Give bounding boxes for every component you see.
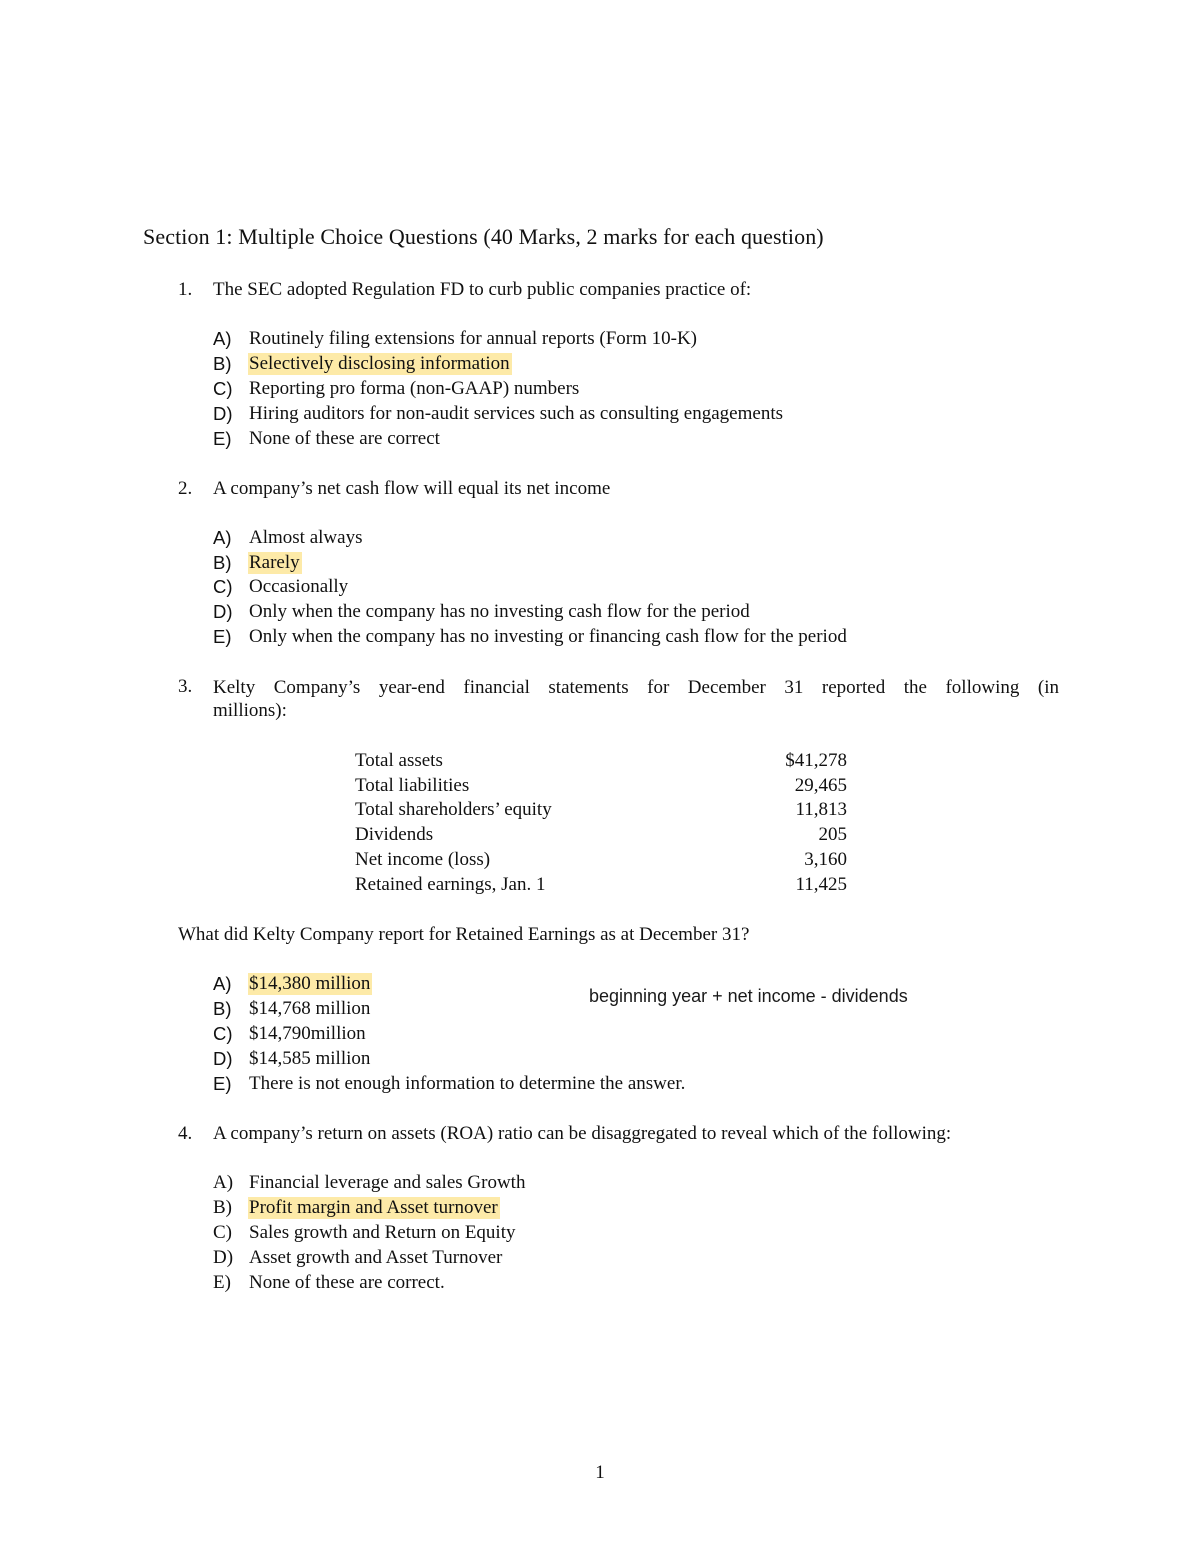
option-letter: D) (213, 403, 233, 424)
question-text: A company’s return on assets (ROA) ratio can be disaggregated to reveal which of the following: (213, 1123, 952, 1144)
table-row-label: Total assets (355, 750, 443, 771)
option-text: $14,768 million (249, 998, 371, 1019)
option-text: Hiring auditors for non-audit services such as consulting engagements (249, 403, 783, 424)
question-text: The SEC adopted Regulation FD to curb public companies practice of: (213, 279, 752, 300)
followup-question: What did Kelty Company report for Retained Earnings as at December 31? (178, 924, 750, 945)
table-row-label: Total shareholders’ equity (355, 799, 552, 820)
option-letter: B) (213, 1197, 232, 1218)
option-letter: C) (213, 378, 233, 399)
option-letter: C) (213, 576, 233, 597)
table-row-label: Total liabilities (355, 775, 470, 796)
section-title: Section 1: Multiple Choice Questions (40 Marks, 2 marks for each question) (143, 224, 824, 249)
table-row-label: Net income (loss) (355, 849, 491, 870)
option-text-highlighted: Rarely (249, 552, 300, 573)
option-text: Routinely filing extensions for annual reports (Form 10-K) (249, 328, 698, 349)
table-row-value: 3,160 (804, 849, 847, 870)
option-letter: E) (213, 626, 232, 647)
option-letter: D) (213, 601, 233, 622)
option-letter: D) (213, 1048, 233, 1069)
option-text: None of these are correct. (249, 1272, 445, 1293)
question-text-line-2: millions): (213, 700, 287, 721)
option-letter: E) (213, 1272, 231, 1293)
table-row-value: 11,425 (795, 874, 847, 895)
option-text: $14,790million (249, 1023, 366, 1044)
option-text: There is not enough information to determine the answer. (249, 1073, 686, 1094)
table-row-label: Dividends (355, 824, 434, 845)
option-letter: A) (213, 328, 232, 349)
option-letter: B) (213, 998, 232, 1019)
option-text: Only when the company has no investing cash flow for the period (249, 601, 750, 622)
option-letter: E) (213, 428, 232, 449)
option-text: Almost always (249, 527, 363, 548)
option-text: Sales growth and Return on Equity (249, 1222, 516, 1243)
question-number: 2. (178, 478, 193, 499)
option-letter: C) (213, 1023, 233, 1044)
option-letter: A) (213, 527, 232, 548)
option-text: None of these are correct (249, 428, 440, 449)
option-text-highlighted: Profit margin and Asset turnover (249, 1197, 498, 1218)
option-letter: A) (213, 1172, 234, 1193)
option-letter: B) (213, 552, 232, 573)
table-row-label: Retained earnings, Jan. 1 (355, 874, 546, 895)
option-letter: D) (213, 1247, 234, 1268)
option-letter: C) (213, 1222, 232, 1243)
question-text-line-1: Kelty Company’s year-end financial statements for December 31 reported the following (in (213, 677, 1059, 698)
option-text: $14,585 million (249, 1048, 371, 1069)
option-letter: A) (213, 973, 232, 994)
option-text-highlighted: Selectively disclosing information (249, 353, 510, 374)
question-number: 3. (178, 676, 193, 697)
option-text: Financial leverage and sales Growth (249, 1172, 526, 1193)
handwritten-note: beginning year + net income - dividends (589, 986, 908, 1006)
option-text: Asset growth and Asset Turnover (249, 1247, 503, 1268)
question-number: 4. (178, 1123, 193, 1144)
table-row-value: 29,465 (794, 775, 847, 796)
option-text: Only when the company has no investing or financing cash flow for the period (249, 626, 847, 647)
table-row-value: 11,813 (795, 799, 847, 820)
question-number: 1. (178, 279, 193, 300)
option-text: Reporting pro forma (non-GAAP) numbers (249, 378, 580, 399)
question-text: A company’s net cash flow will equal its net income (213, 478, 611, 499)
table-row-value: 205 (818, 824, 847, 845)
option-letter: E) (213, 1073, 232, 1094)
table-row-value: $41,278 (785, 750, 847, 771)
option-letter: B) (213, 353, 232, 374)
option-text-highlighted: $14,380 million (249, 973, 371, 994)
option-text: Occasionally (249, 576, 349, 597)
page-number: 1 (595, 1462, 605, 1483)
